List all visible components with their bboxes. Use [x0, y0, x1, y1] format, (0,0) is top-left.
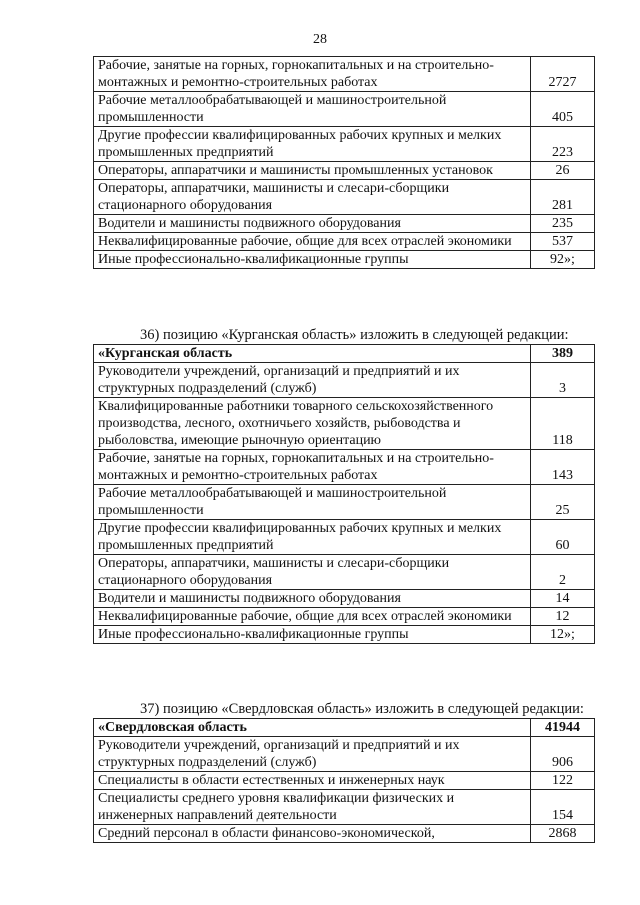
row-value: 118	[531, 398, 595, 450]
row-name: Руководители учреждений, организаций и предприятий и их структурных подразделений (служб)	[94, 363, 531, 398]
table-row	[94, 555, 595, 590]
table-row	[94, 608, 595, 626]
row-name: Другие профессии квалифицированных рабочих крупных и мелких промышленных предприятий	[94, 127, 531, 162]
table-row	[94, 450, 595, 485]
row-name: Иные профессионально-квалификационные группы	[94, 251, 531, 269]
row-name: Водители и машинисты подвижного оборудования	[94, 215, 531, 233]
row-name: Квалифицированные работники товарного сельскохозяйственного производства, лесного, охотничьего хозяйств, рыбоводства и рыболовства, имеющие рыночную ориентацию	[94, 398, 531, 450]
row-name: Неквалифицированные рабочие, общие для всех отраслей экономики	[94, 608, 531, 626]
table-row	[94, 162, 595, 180]
table-row	[94, 398, 595, 450]
section-caption-sverdlovsk: 37) позицию «Свердловская область» изложить в следующей редакции:	[140, 701, 584, 717]
row-name: Водители и машинисты подвижного оборудования	[94, 590, 531, 608]
table-header-row	[94, 345, 595, 363]
row-value: 14	[531, 590, 595, 608]
table-row	[94, 825, 595, 843]
row-name: Операторы, аппаратчики, машинисты и слесари-сборщики стационарного оборудования	[94, 180, 531, 215]
row-value: 906	[531, 737, 595, 772]
page-number: 28	[313, 32, 327, 47]
row-value: 405	[531, 92, 595, 127]
row-name: Рабочие, занятые на горных, горнокапитальных и на строительно-монтажных и ремонтно-строительных работах	[94, 57, 531, 92]
row-value: 122	[531, 772, 595, 790]
row-name: Рабочие металлообрабатывающей и машиностроительной промышленности	[94, 92, 531, 127]
region-total: 389	[531, 345, 595, 363]
row-name: Руководители учреждений, организаций и предприятий и их структурных подразделений (служб)	[94, 737, 531, 772]
table-row	[94, 57, 595, 92]
table-row	[94, 772, 595, 790]
row-value: 154	[531, 790, 595, 825]
table-row	[94, 215, 595, 233]
table-row	[94, 737, 595, 772]
table-row	[94, 590, 595, 608]
table-row	[94, 790, 595, 825]
row-value: 2868	[531, 825, 595, 843]
row-value: 143	[531, 450, 595, 485]
table-sverdlovsk	[93, 718, 595, 843]
row-value: 537	[531, 233, 595, 251]
table-kurgan	[93, 344, 595, 644]
row-value: 60	[531, 520, 595, 555]
table-row	[94, 233, 595, 251]
table-continuation	[93, 56, 595, 269]
row-value: 25	[531, 485, 595, 520]
row-value: 3	[531, 363, 595, 398]
table-row	[94, 520, 595, 555]
row-name: Операторы, аппаратчики, машинисты и слесари-сборщики стационарного оборудования	[94, 555, 531, 590]
table-row	[94, 92, 595, 127]
region-name: «Свердловская область	[94, 719, 531, 737]
row-value: 92»;	[531, 251, 595, 269]
table-row	[94, 626, 595, 644]
row-name: Иные профессионально-квалификационные группы	[94, 626, 531, 644]
section-caption-kurgan: 36) позицию «Курганская область» изложить в следующей редакции:	[140, 327, 569, 343]
row-value: 12»;	[531, 626, 595, 644]
row-value: 2	[531, 555, 595, 590]
row-name: Другие профессии квалифицированных рабочих крупных и мелких промышленных предприятий	[94, 520, 531, 555]
row-value: 235	[531, 215, 595, 233]
row-value: 2727	[531, 57, 595, 92]
row-value: 26	[531, 162, 595, 180]
table-row	[94, 485, 595, 520]
row-value: 281	[531, 180, 595, 215]
table-row	[94, 363, 595, 398]
row-name: Операторы, аппаратчики и машинисты промышленных установок	[94, 162, 531, 180]
row-value: 223	[531, 127, 595, 162]
table-row	[94, 180, 595, 215]
table-row	[94, 127, 595, 162]
table-row	[94, 251, 595, 269]
row-name: Неквалифицированные рабочие, общие для всех отраслей экономики	[94, 233, 531, 251]
region-total: 41944	[531, 719, 595, 737]
row-name: Специалисты в области естественных и инженерных наук	[94, 772, 531, 790]
row-name: Рабочие металлообрабатывающей и машиностроительной промышленности	[94, 485, 531, 520]
row-value: 12	[531, 608, 595, 626]
row-name: Рабочие, занятые на горных, горнокапитальных и на строительно-монтажных и ремонтно-строительных работах	[94, 450, 531, 485]
row-name: Средний персонал в области финансово-экономической,	[94, 825, 531, 843]
region-name: «Курганская область	[94, 345, 531, 363]
table-header-row	[94, 719, 595, 737]
row-name: Специалисты среднего уровня квалификации физических и инженерных направлений деятельности	[94, 790, 531, 825]
